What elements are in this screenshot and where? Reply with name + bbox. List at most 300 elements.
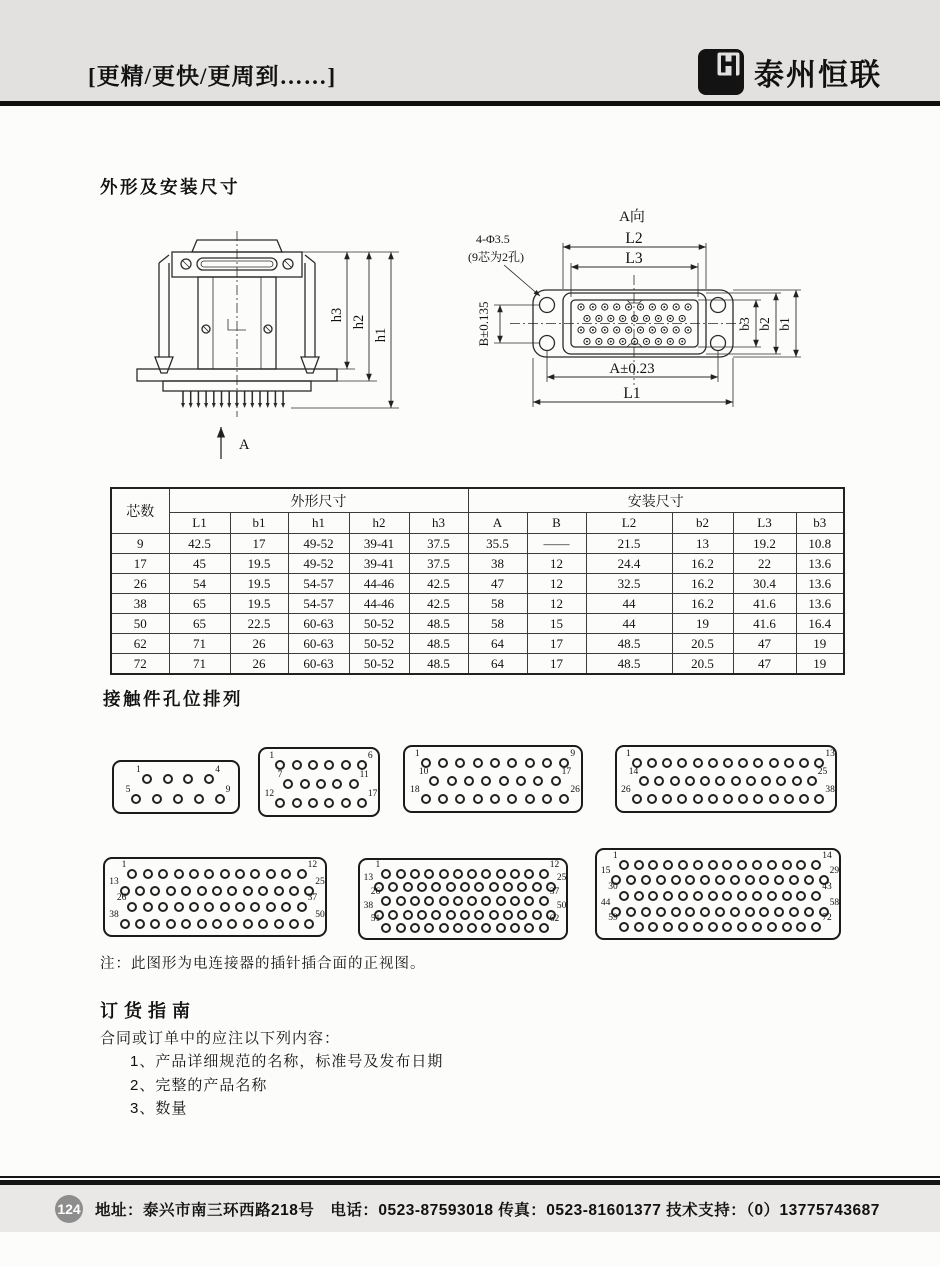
table-cell: 42.5 bbox=[169, 534, 230, 554]
contact-hole bbox=[759, 875, 769, 885]
contact-hole bbox=[357, 760, 367, 770]
table-cell: 13.6 bbox=[796, 574, 844, 594]
page-footer bbox=[0, 1185, 940, 1232]
contact-hole bbox=[357, 798, 367, 808]
contact-hole bbox=[460, 910, 470, 920]
contact-hole bbox=[439, 896, 449, 906]
contact-hole bbox=[467, 923, 477, 933]
column-group-outline: 外形尺寸 bbox=[169, 488, 468, 513]
contact-hole bbox=[804, 875, 814, 885]
contact-hole bbox=[481, 896, 491, 906]
table-cell: 20.5 bbox=[672, 634, 733, 654]
contact-hole bbox=[297, 902, 307, 912]
contact-hole bbox=[297, 869, 307, 879]
table-cell: 37.5 bbox=[409, 554, 468, 574]
column-group-mount: 安装尺寸 bbox=[468, 488, 844, 513]
pin-diagram-50 bbox=[103, 857, 327, 937]
header-slogan: [更精/更快/更周到……] bbox=[88, 64, 337, 89]
table-cell: 16.4 bbox=[796, 614, 844, 634]
contact-hole bbox=[424, 923, 434, 933]
contact-hole bbox=[388, 882, 398, 892]
contact-hole bbox=[693, 794, 703, 804]
table-cell: 15 bbox=[527, 614, 586, 634]
table-cell: 64 bbox=[468, 654, 527, 675]
table-cell: 32.5 bbox=[586, 574, 672, 594]
contact-hole bbox=[473, 794, 483, 804]
contact-hole bbox=[127, 902, 137, 912]
pin-number-start: 7 bbox=[277, 770, 283, 780]
contact-hole bbox=[811, 922, 821, 932]
contact-hole bbox=[524, 869, 534, 879]
contact-hole bbox=[524, 923, 534, 933]
pin-diagram-38 bbox=[615, 745, 837, 813]
pin-number-end: 25 bbox=[315, 876, 325, 887]
table-row bbox=[111, 534, 844, 554]
contact-hole bbox=[693, 922, 703, 932]
pin-number-end: 25 bbox=[556, 873, 567, 884]
pin-number-end: 62 bbox=[549, 914, 560, 925]
contact-hole bbox=[289, 886, 299, 896]
table-cell: 44 bbox=[586, 594, 672, 614]
contact-hole bbox=[693, 860, 703, 870]
footer-divider bbox=[0, 1176, 940, 1185]
cell-pin-count: 72 bbox=[111, 654, 169, 675]
pin-number-start: 1 bbox=[613, 850, 618, 861]
table-cell: 19.5 bbox=[230, 554, 288, 574]
column-header: L3 bbox=[733, 513, 796, 534]
contact-hole bbox=[142, 774, 152, 784]
contact-hole bbox=[341, 760, 351, 770]
contact-hole bbox=[796, 860, 806, 870]
contact-hole bbox=[197, 919, 207, 929]
contact-hole bbox=[481, 923, 491, 933]
table-cell: 48.5 bbox=[586, 634, 672, 654]
contact-hole bbox=[120, 919, 130, 929]
dim-label-b1: b1 bbox=[777, 317, 792, 331]
table-cell: 17 bbox=[527, 654, 586, 675]
contact-hole bbox=[181, 919, 191, 929]
table-cell: 50-52 bbox=[349, 614, 409, 634]
contact-hole bbox=[769, 794, 779, 804]
table-cell: 54-57 bbox=[288, 594, 349, 614]
pin-number-end: 25 bbox=[817, 767, 828, 777]
view-direction-arrow bbox=[221, 427, 250, 459]
contact-hole bbox=[438, 758, 448, 768]
contact-hole bbox=[708, 860, 718, 870]
view-label: A向 bbox=[619, 209, 645, 225]
contact-hole bbox=[289, 919, 299, 929]
contact-hole bbox=[524, 896, 534, 906]
contact-hole bbox=[745, 875, 755, 885]
contact-hole bbox=[496, 896, 506, 906]
dim-label-l1: L1 bbox=[623, 385, 641, 402]
pin-number-end: 38 bbox=[825, 785, 835, 795]
contact-hole bbox=[814, 794, 824, 804]
contact-hole bbox=[204, 869, 214, 879]
contact-hole bbox=[499, 776, 509, 786]
contact-hole bbox=[789, 907, 799, 917]
pin-number-end: 12 bbox=[307, 860, 318, 871]
contact-hole bbox=[388, 910, 398, 920]
pin-diagram-17 bbox=[258, 747, 380, 817]
contact-hole bbox=[396, 923, 406, 933]
contact-hole bbox=[559, 794, 569, 804]
contact-hole bbox=[467, 896, 477, 906]
ordering-item-2: 2、完整的产品名称 bbox=[130, 1077, 268, 1094]
contact-hole bbox=[220, 869, 230, 879]
contact-hole bbox=[446, 910, 456, 920]
contact-hole bbox=[685, 875, 695, 885]
contact-hole bbox=[767, 891, 777, 901]
company-logo-icon bbox=[698, 49, 744, 95]
contact-hole bbox=[332, 779, 342, 789]
contact-hole bbox=[700, 907, 710, 917]
dim-label-h3: h3 bbox=[329, 307, 345, 323]
contact-hole bbox=[532, 910, 542, 920]
contact-hole bbox=[662, 794, 672, 804]
table-cell: 21.5 bbox=[586, 534, 672, 554]
contact-hole bbox=[131, 794, 141, 804]
contact-hole bbox=[811, 860, 821, 870]
contact-hole bbox=[753, 794, 763, 804]
table-cell: 65 bbox=[169, 594, 230, 614]
contact-hole bbox=[438, 794, 448, 804]
pin-number-start: 59 bbox=[608, 913, 618, 924]
contact-hole bbox=[626, 875, 636, 885]
contact-hole bbox=[281, 902, 291, 912]
table-cell: 38 bbox=[468, 554, 527, 574]
contact-hole bbox=[656, 875, 666, 885]
contact-hole bbox=[723, 794, 733, 804]
contact-hole bbox=[634, 860, 644, 870]
pin-number-start: 38 bbox=[363, 900, 374, 911]
pin-number-start: 26 bbox=[116, 893, 127, 904]
contact-hole bbox=[304, 919, 314, 929]
contact-hole bbox=[447, 776, 457, 786]
contact-hole bbox=[738, 758, 748, 768]
contact-hole bbox=[300, 779, 310, 789]
table-cell: 17 bbox=[527, 634, 586, 654]
contact-hole bbox=[143, 902, 153, 912]
pin-number-end: 26 bbox=[570, 785, 580, 795]
column-header: h3 bbox=[409, 513, 468, 534]
contact-hole bbox=[799, 794, 809, 804]
contact-hole bbox=[715, 907, 725, 917]
contact-hole bbox=[752, 922, 762, 932]
table-cell: 49-52 bbox=[288, 534, 349, 554]
contact-hole bbox=[539, 896, 549, 906]
pin-number-start: 15 bbox=[600, 866, 611, 877]
contact-hole bbox=[446, 882, 456, 892]
pin-number-end: 50 bbox=[315, 909, 325, 920]
contact-hole bbox=[341, 798, 351, 808]
pin-number-start: 14 bbox=[628, 767, 639, 777]
contact-hole bbox=[410, 896, 420, 906]
contact-hole bbox=[715, 875, 725, 885]
pin-number-end: 6 bbox=[367, 751, 373, 762]
table-row bbox=[111, 614, 844, 634]
table-cell: 47 bbox=[468, 574, 527, 594]
contact-hole bbox=[708, 794, 718, 804]
contact-hole bbox=[708, 758, 718, 768]
solder-pins bbox=[181, 391, 285, 408]
table-cell: 60-63 bbox=[288, 654, 349, 675]
pin-number-end: 9 bbox=[570, 749, 576, 759]
contact-pin-grid bbox=[578, 304, 691, 345]
contact-hole bbox=[708, 922, 718, 932]
contact-hole bbox=[204, 774, 214, 784]
table-cell: 19 bbox=[672, 614, 733, 634]
contact-hole bbox=[639, 776, 649, 786]
pin-number-start: 1 bbox=[121, 860, 127, 871]
contact-hole bbox=[473, 758, 483, 768]
contact-hole bbox=[678, 922, 688, 932]
pin-number-start: 10 bbox=[418, 767, 429, 777]
pin-diagram-62 bbox=[358, 858, 568, 940]
mount-holes-note-line2: (9芯为2孔) bbox=[468, 250, 524, 264]
contact-hole bbox=[227, 886, 237, 896]
contact-hole bbox=[619, 860, 629, 870]
dim-label-h2: h2 bbox=[351, 314, 367, 330]
table-cell: 17 bbox=[230, 534, 288, 554]
column-header: L1 bbox=[169, 513, 230, 534]
contact-hole bbox=[525, 794, 535, 804]
contact-hole bbox=[410, 923, 420, 933]
contact-hole bbox=[782, 891, 792, 901]
contact-hole bbox=[453, 923, 463, 933]
table-cell: 20.5 bbox=[672, 654, 733, 675]
contact-hole bbox=[663, 860, 673, 870]
column-header: A bbox=[468, 513, 527, 534]
contact-hole bbox=[324, 760, 334, 770]
contact-hole bbox=[417, 910, 427, 920]
contact-hole bbox=[784, 758, 794, 768]
contact-hole bbox=[127, 869, 137, 879]
pin-number-start: 51 bbox=[370, 914, 381, 925]
contact-hole bbox=[722, 860, 732, 870]
contact-hole bbox=[539, 869, 549, 879]
pin-number-start: 1 bbox=[625, 749, 631, 759]
contact-hole bbox=[158, 869, 168, 879]
contact-hole bbox=[490, 794, 500, 804]
table-cell: 41.6 bbox=[733, 594, 796, 614]
table-cell: 48.5 bbox=[586, 654, 672, 675]
view-arrow-label: A bbox=[239, 437, 250, 453]
contact-hole bbox=[292, 760, 302, 770]
contact-hole bbox=[421, 794, 431, 804]
contact-hole bbox=[648, 860, 658, 870]
contact-hole bbox=[677, 794, 687, 804]
contact-hole bbox=[769, 758, 779, 768]
contact-hole bbox=[283, 779, 293, 789]
cell-pin-count: 62 bbox=[111, 634, 169, 654]
contact-hole bbox=[671, 875, 681, 885]
table-cell: —— bbox=[527, 534, 586, 554]
contact-hole bbox=[431, 882, 441, 892]
contact-hole bbox=[396, 869, 406, 879]
contact-hole bbox=[292, 798, 302, 808]
table-row bbox=[111, 594, 844, 614]
brand-block bbox=[698, 49, 882, 95]
contact-hole bbox=[525, 758, 535, 768]
contact-hole bbox=[542, 758, 552, 768]
table-cell: 19 bbox=[796, 634, 844, 654]
contact-hole bbox=[767, 922, 777, 932]
page-header bbox=[0, 0, 940, 106]
contact-hole bbox=[533, 776, 543, 786]
dimension-table-subheader-row bbox=[111, 513, 844, 534]
table-cell: 22 bbox=[733, 554, 796, 574]
contact-hole bbox=[243, 886, 253, 896]
contact-hole bbox=[481, 776, 491, 786]
contact-hole bbox=[634, 922, 644, 932]
dim-label-a-tol: A±0.23 bbox=[609, 361, 655, 377]
contact-hole bbox=[439, 923, 449, 933]
table-cell: 16.2 bbox=[672, 594, 733, 614]
contact-hole bbox=[774, 907, 784, 917]
table-cell: 49-52 bbox=[288, 554, 349, 574]
contact-hole bbox=[700, 875, 710, 885]
table-cell: 58 bbox=[468, 614, 527, 634]
contact-hole bbox=[782, 860, 792, 870]
contact-hole bbox=[250, 869, 260, 879]
table-cell: 45 bbox=[169, 554, 230, 574]
contact-hole bbox=[619, 922, 629, 932]
contact-hole bbox=[503, 882, 513, 892]
table-cell: 54-57 bbox=[288, 574, 349, 594]
right-mounting-drawing bbox=[430, 205, 850, 420]
pin-number-start: 30 bbox=[608, 882, 618, 892]
table-cell: 12 bbox=[527, 574, 586, 594]
contact-hole bbox=[194, 794, 204, 804]
dim-label-h1: h1 bbox=[373, 327, 389, 343]
cell-pin-count: 9 bbox=[111, 534, 169, 554]
table-cell: 41.6 bbox=[733, 614, 796, 634]
pin-number-start: 1 bbox=[414, 749, 420, 759]
footer-contact-info: 地址：泰兴市南三环西路218号 电话：0523-87593018 传真：0523-81601377 技术支持：（0）13775743687 bbox=[95, 1201, 880, 1219]
pin-number-end: 11 bbox=[359, 770, 369, 780]
contact-hole bbox=[275, 798, 285, 808]
contact-hole bbox=[663, 922, 673, 932]
contact-hole bbox=[258, 919, 268, 929]
contact-hole bbox=[804, 907, 814, 917]
contact-hole bbox=[662, 758, 672, 768]
contact-hole bbox=[143, 869, 153, 879]
contact-hole bbox=[212, 919, 222, 929]
contact-hole bbox=[807, 776, 817, 786]
contact-hole bbox=[685, 907, 695, 917]
contact-hole bbox=[737, 922, 747, 932]
contact-hole bbox=[677, 758, 687, 768]
ordering-intro: 合同或订单中的应注以下列内容： bbox=[100, 1030, 341, 1047]
table-cell: 26 bbox=[230, 634, 288, 654]
table-cell: 60-63 bbox=[288, 614, 349, 634]
cell-pin-count: 26 bbox=[111, 574, 169, 594]
contact-hole bbox=[266, 869, 276, 879]
contact-hole bbox=[641, 907, 651, 917]
contact-hole bbox=[429, 776, 439, 786]
contact-hole bbox=[510, 896, 520, 906]
contact-hole bbox=[671, 907, 681, 917]
contact-hole bbox=[274, 886, 284, 896]
contact-hole bbox=[737, 891, 747, 901]
contact-hole bbox=[516, 776, 526, 786]
contact-hole bbox=[784, 794, 794, 804]
table-cell: 12 bbox=[527, 594, 586, 614]
contact-hole bbox=[183, 774, 193, 784]
contact-hole bbox=[730, 875, 740, 885]
table-cell: 19 bbox=[796, 654, 844, 675]
pin-number-end: 50 bbox=[556, 900, 567, 911]
table-cell: 42.5 bbox=[409, 594, 468, 614]
table-cell: 50-52 bbox=[349, 654, 409, 675]
contact-hole bbox=[135, 886, 145, 896]
contact-hole bbox=[424, 869, 434, 879]
contact-hole bbox=[189, 902, 199, 912]
pin-number-end: 37 bbox=[549, 887, 560, 897]
table-cell: 19.5 bbox=[230, 574, 288, 594]
note-text: 注：此图形为电连接器的插针插合面的正视图。 bbox=[100, 956, 426, 972]
cell-pin-count: 17 bbox=[111, 554, 169, 574]
pin-number-start: 18 bbox=[410, 785, 420, 795]
dimension-table-body bbox=[111, 534, 844, 675]
contact-hole bbox=[723, 758, 733, 768]
table-cell: 24.4 bbox=[586, 554, 672, 574]
contact-hole bbox=[693, 758, 703, 768]
contact-hole bbox=[381, 869, 391, 879]
pin-number-end: 37 bbox=[307, 893, 318, 904]
contact-hole bbox=[410, 869, 420, 879]
pin-number-start: 44 bbox=[600, 897, 611, 908]
contact-hole bbox=[693, 891, 703, 901]
contact-hole bbox=[235, 902, 245, 912]
table-cell: 10.8 bbox=[796, 534, 844, 554]
contact-hole bbox=[746, 776, 756, 786]
table-cell: 35.5 bbox=[468, 534, 527, 554]
contact-hole bbox=[796, 891, 806, 901]
contact-hole bbox=[796, 922, 806, 932]
column-header: b1 bbox=[230, 513, 288, 534]
contact-hole bbox=[381, 923, 391, 933]
table-cell: 48.5 bbox=[409, 634, 468, 654]
contact-hole bbox=[174, 902, 184, 912]
contact-hole bbox=[403, 910, 413, 920]
contact-hole bbox=[324, 798, 334, 808]
contact-hole bbox=[316, 779, 326, 789]
table-cell: 60-63 bbox=[288, 634, 349, 654]
table-cell: 44-46 bbox=[349, 594, 409, 614]
dim-label-b-tol: B±0.135 bbox=[476, 301, 491, 347]
contact-hole bbox=[135, 919, 145, 929]
contact-hole bbox=[503, 910, 513, 920]
table-row bbox=[111, 554, 844, 574]
contact-hole bbox=[424, 896, 434, 906]
contact-hole bbox=[753, 758, 763, 768]
contact-hole bbox=[731, 776, 741, 786]
column-header-pin-count: 芯数 bbox=[111, 488, 169, 534]
contact-hole bbox=[632, 794, 642, 804]
contact-hole bbox=[619, 891, 629, 901]
contact-hole bbox=[507, 794, 517, 804]
table-cell: 30.4 bbox=[733, 574, 796, 594]
contact-hole bbox=[453, 896, 463, 906]
pin-number-start: 38 bbox=[109, 909, 119, 920]
pin-number-start: 1 bbox=[136, 765, 141, 775]
contact-hole bbox=[215, 794, 225, 804]
pin-number-start: 26 bbox=[621, 785, 631, 795]
table-cell: 47 bbox=[733, 634, 796, 654]
contact-hole bbox=[670, 776, 680, 786]
